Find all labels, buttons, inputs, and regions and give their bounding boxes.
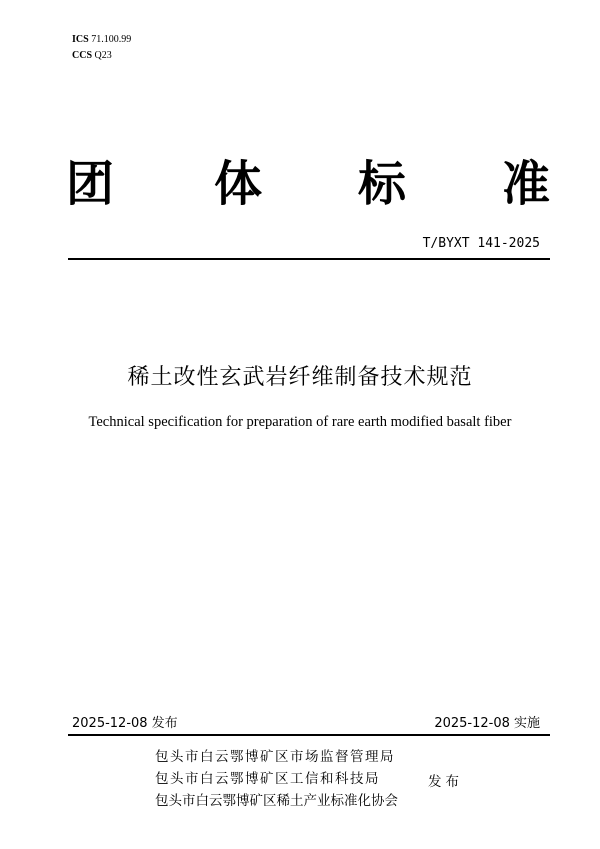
issuer-standardization-association: 包头市白云鄂博矿区稀土产业标准化协会 <box>155 793 398 809</box>
release-date: 2025-12-08 发布 <box>72 716 178 731</box>
ccs-code <box>72 50 112 62</box>
implement-date: 2025-12-08 实施 <box>434 716 540 731</box>
ics-label: ICS <box>72 34 89 45</box>
issuer-industry-tech: 包头市白云鄂博矿区工信和科技局 <box>155 771 380 787</box>
title-char-4: 准 <box>502 156 551 212</box>
ics-value: 71.100.99 <box>91 34 132 45</box>
publish-label: 发布 <box>428 774 463 790</box>
standard-code: T/BYXT 141-2025 <box>422 236 540 251</box>
issuer-market-regulation: 包头市白云鄂博矿区市场监督管理局 <box>155 749 395 765</box>
title-char-2: 体 <box>214 156 263 212</box>
ccs-value: Q23 <box>94 50 112 61</box>
chinese-title: 稀土改性玄武岩纤维制备技术规范 <box>127 365 473 390</box>
bottom-divider <box>68 734 550 736</box>
title-char-3: 标 <box>358 156 407 212</box>
ccs-label: CCS <box>72 50 93 61</box>
ics-code <box>72 34 131 46</box>
title-char-1: 团 <box>66 156 115 212</box>
top-divider <box>68 258 550 260</box>
group-standard-title <box>66 156 556 212</box>
english-title: Technical specification for preparation of rare earth modified basalt fiber <box>88 414 512 430</box>
